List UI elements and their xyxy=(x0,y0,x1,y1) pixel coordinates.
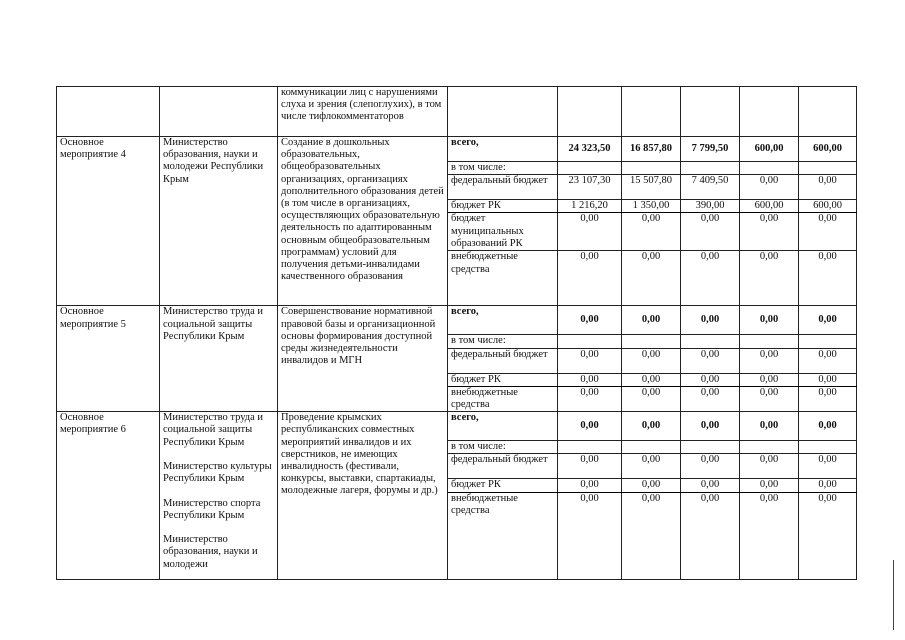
funding-value-cell: 0,00 xyxy=(622,348,681,373)
funding-value-cell: 0,00 xyxy=(799,412,857,441)
funding-source-label: федеральный бюджет xyxy=(448,454,558,479)
funding-value-cell xyxy=(622,162,681,175)
funding-value-cell: 600,00 xyxy=(799,137,857,162)
funding-value-cell: 0,00 xyxy=(622,213,681,251)
funding-value-cell: 0,00 xyxy=(558,492,622,579)
funding-value-cell: 0,00 xyxy=(622,373,681,386)
funding-value-cell xyxy=(740,441,799,454)
funding-source-label: бюджет РК xyxy=(448,373,558,386)
measure-description: Совершенствование нормативной правовой базы и организационной основы формирования доступной среды жизнедеятельности инвалидов и МГН xyxy=(278,306,448,412)
funding-value-cell xyxy=(681,162,740,175)
funding-value-cell: 0,00 xyxy=(622,251,681,306)
funding-source-label: внебюджетные средства xyxy=(448,492,558,579)
funding-source-label: в том числе: xyxy=(448,441,558,454)
funding-value-cell: 0,00 xyxy=(799,454,857,479)
funding-value-cell xyxy=(799,441,857,454)
funding-value-cell: 0,00 xyxy=(681,348,740,373)
funding-value-cell: 0,00 xyxy=(681,492,740,579)
funding-source-label: бюджет РК xyxy=(448,479,558,492)
empty-cell xyxy=(160,87,278,137)
funding-source-label: бюджет РК xyxy=(448,200,558,213)
funding-value-cell: 0,00 xyxy=(740,213,799,251)
empty-cell xyxy=(799,87,857,137)
funding-value-cell: 0,00 xyxy=(681,373,740,386)
funding-value-cell: 0,00 xyxy=(681,213,740,251)
funding-value-cell: 0,00 xyxy=(558,348,622,373)
funding-value-cell: 7 409,50 xyxy=(681,175,740,200)
funding-value-cell xyxy=(622,335,681,348)
funding-value-cell: 24 323,50 xyxy=(558,137,622,162)
funding-value-cell: 0,00 xyxy=(622,386,681,411)
funding-value-cell: 0,00 xyxy=(799,251,857,306)
funding-value-cell: 0,00 xyxy=(622,454,681,479)
measure-name: Основное мероприятие 4 xyxy=(57,137,160,306)
funding-value-cell xyxy=(799,335,857,348)
funding-table-body xyxy=(57,87,857,580)
funding-value-cell: 15 507,80 xyxy=(622,175,681,200)
funding-value-cell: 0,00 xyxy=(740,479,799,492)
funding-value-cell: 0,00 xyxy=(622,306,681,335)
funding-value-cell: 0,00 xyxy=(622,479,681,492)
funding-value-cell: 0,00 xyxy=(558,412,622,441)
funding-value-cell: 0,00 xyxy=(558,306,622,335)
funding-value-cell: 0,00 xyxy=(558,386,622,411)
funding-value-cell: 390,00 xyxy=(681,200,740,213)
funding-value-cell: 0,00 xyxy=(681,412,740,441)
funding-value-cell: 0,00 xyxy=(799,492,857,579)
funding-source-label: бюджет муниципальных образований РК xyxy=(448,213,558,251)
funding-value-cell: 0,00 xyxy=(740,306,799,335)
funding-value-cell: 0,00 xyxy=(740,412,799,441)
measure-name: Основное мероприятие 6 xyxy=(57,412,160,579)
funding-value-cell: 0,00 xyxy=(558,454,622,479)
measure-name: Основное мероприятие 5 xyxy=(57,306,160,412)
funding-value-cell: 0,00 xyxy=(740,348,799,373)
funding-source-label: в том числе: xyxy=(448,162,558,175)
empty-cell xyxy=(558,87,622,137)
table-row xyxy=(57,306,857,335)
funding-value-cell: 0,00 xyxy=(558,479,622,492)
funding-value-cell: 0,00 xyxy=(799,213,857,251)
empty-cell xyxy=(681,87,740,137)
funding-value-cell: 0,00 xyxy=(558,213,622,251)
measure-executors: Министерство труда и социальной защиты Республики Крым Министерство культуры Республики Крым Министерство спорта Республики Крым Министерство образования, науки и молодежи xyxy=(160,412,278,579)
page-edge-line xyxy=(893,560,894,630)
funding-source-label: всего, xyxy=(448,412,558,441)
funding-value-cell: 0,00 xyxy=(681,454,740,479)
funding-value-cell: 600,00 xyxy=(799,200,857,213)
funding-value-cell: 0,00 xyxy=(681,306,740,335)
funding-source-label: федеральный бюджет xyxy=(448,348,558,373)
funding-value-cell xyxy=(558,441,622,454)
measure-executors: Министерство труда и социальной защиты Республики Крым xyxy=(160,306,278,412)
funding-value-cell: 1 350,00 xyxy=(622,200,681,213)
funding-value-cell: 0,00 xyxy=(799,386,857,411)
funding-value-cell: 0,00 xyxy=(740,251,799,306)
funding-value-cell xyxy=(681,335,740,348)
funding-value-cell: 0,00 xyxy=(799,306,857,335)
funding-table xyxy=(56,86,857,580)
empty-cell xyxy=(448,87,558,137)
table-row-continuation xyxy=(57,87,857,137)
measure-executors: Министерство образования, науки и молодежи Республики Крым xyxy=(160,137,278,306)
funding-value-cell xyxy=(558,162,622,175)
funding-value-cell: 16 857,80 xyxy=(622,137,681,162)
funding-value-cell: 0,00 xyxy=(799,348,857,373)
funding-source-label: федеральный бюджет xyxy=(448,175,558,200)
funding-value-cell: 600,00 xyxy=(740,200,799,213)
funding-value-cell xyxy=(740,335,799,348)
funding-value-cell: 0,00 xyxy=(799,373,857,386)
table-row xyxy=(57,137,857,162)
empty-cell xyxy=(740,87,799,137)
funding-value-cell xyxy=(799,162,857,175)
measure-description: Создание в дошкольных образовательных, общеобразовательных организациях, организациях дополнительного образования детей (в том числе в организациях, осуществляющих образовательную деятельность по адаптированным основным общеобразовательным программам) условий для получения детьми-инвалидами качественного образования xyxy=(278,137,448,306)
funding-value-cell: 7 799,50 xyxy=(681,137,740,162)
funding-value-cell: 0,00 xyxy=(740,373,799,386)
funding-value-cell: 0,00 xyxy=(681,479,740,492)
measure-description: Проведение крымских республиканских совместных мероприятий инвалидов и их сверстников, не имеющих инвалидность (фестивали, конкурсы, выставки, спартакиады, молодежные лагеря, форумы и др.) xyxy=(278,412,448,579)
funding-value-cell: 0,00 xyxy=(681,251,740,306)
funding-value-cell xyxy=(740,162,799,175)
funding-source-label: всего, xyxy=(448,137,558,162)
funding-value-cell: 0,00 xyxy=(740,175,799,200)
funding-value-cell xyxy=(622,441,681,454)
empty-cell xyxy=(57,87,160,137)
funding-value-cell xyxy=(558,335,622,348)
funding-value-cell: 0,00 xyxy=(799,479,857,492)
table-row xyxy=(57,412,857,441)
funding-value-cell: 0,00 xyxy=(558,373,622,386)
funding-value-cell: 1 216,20 xyxy=(558,200,622,213)
funding-value-cell: 0,00 xyxy=(558,251,622,306)
measure-description-cont: коммуникации лиц с нарушениями слуха и зрения (слепоглухих), в том числе тифлокомментаторов xyxy=(278,87,448,137)
funding-value-cell: 0,00 xyxy=(622,412,681,441)
funding-source-label: всего, xyxy=(448,306,558,335)
funding-value-cell xyxy=(681,441,740,454)
funding-value-cell: 0,00 xyxy=(740,492,799,579)
funding-value-cell: 0,00 xyxy=(681,386,740,411)
funding-value-cell: 0,00 xyxy=(799,175,857,200)
funding-source-label: внебюджетные средства xyxy=(448,386,558,411)
funding-value-cell: 23 107,30 xyxy=(558,175,622,200)
empty-cell xyxy=(622,87,681,137)
funding-value-cell: 600,00 xyxy=(740,137,799,162)
funding-value-cell: 0,00 xyxy=(740,386,799,411)
funding-value-cell: 0,00 xyxy=(622,492,681,579)
funding-value-cell: 0,00 xyxy=(740,454,799,479)
funding-source-label: внебюджетные средства xyxy=(448,251,558,306)
funding-source-label: в том числе: xyxy=(448,335,558,348)
